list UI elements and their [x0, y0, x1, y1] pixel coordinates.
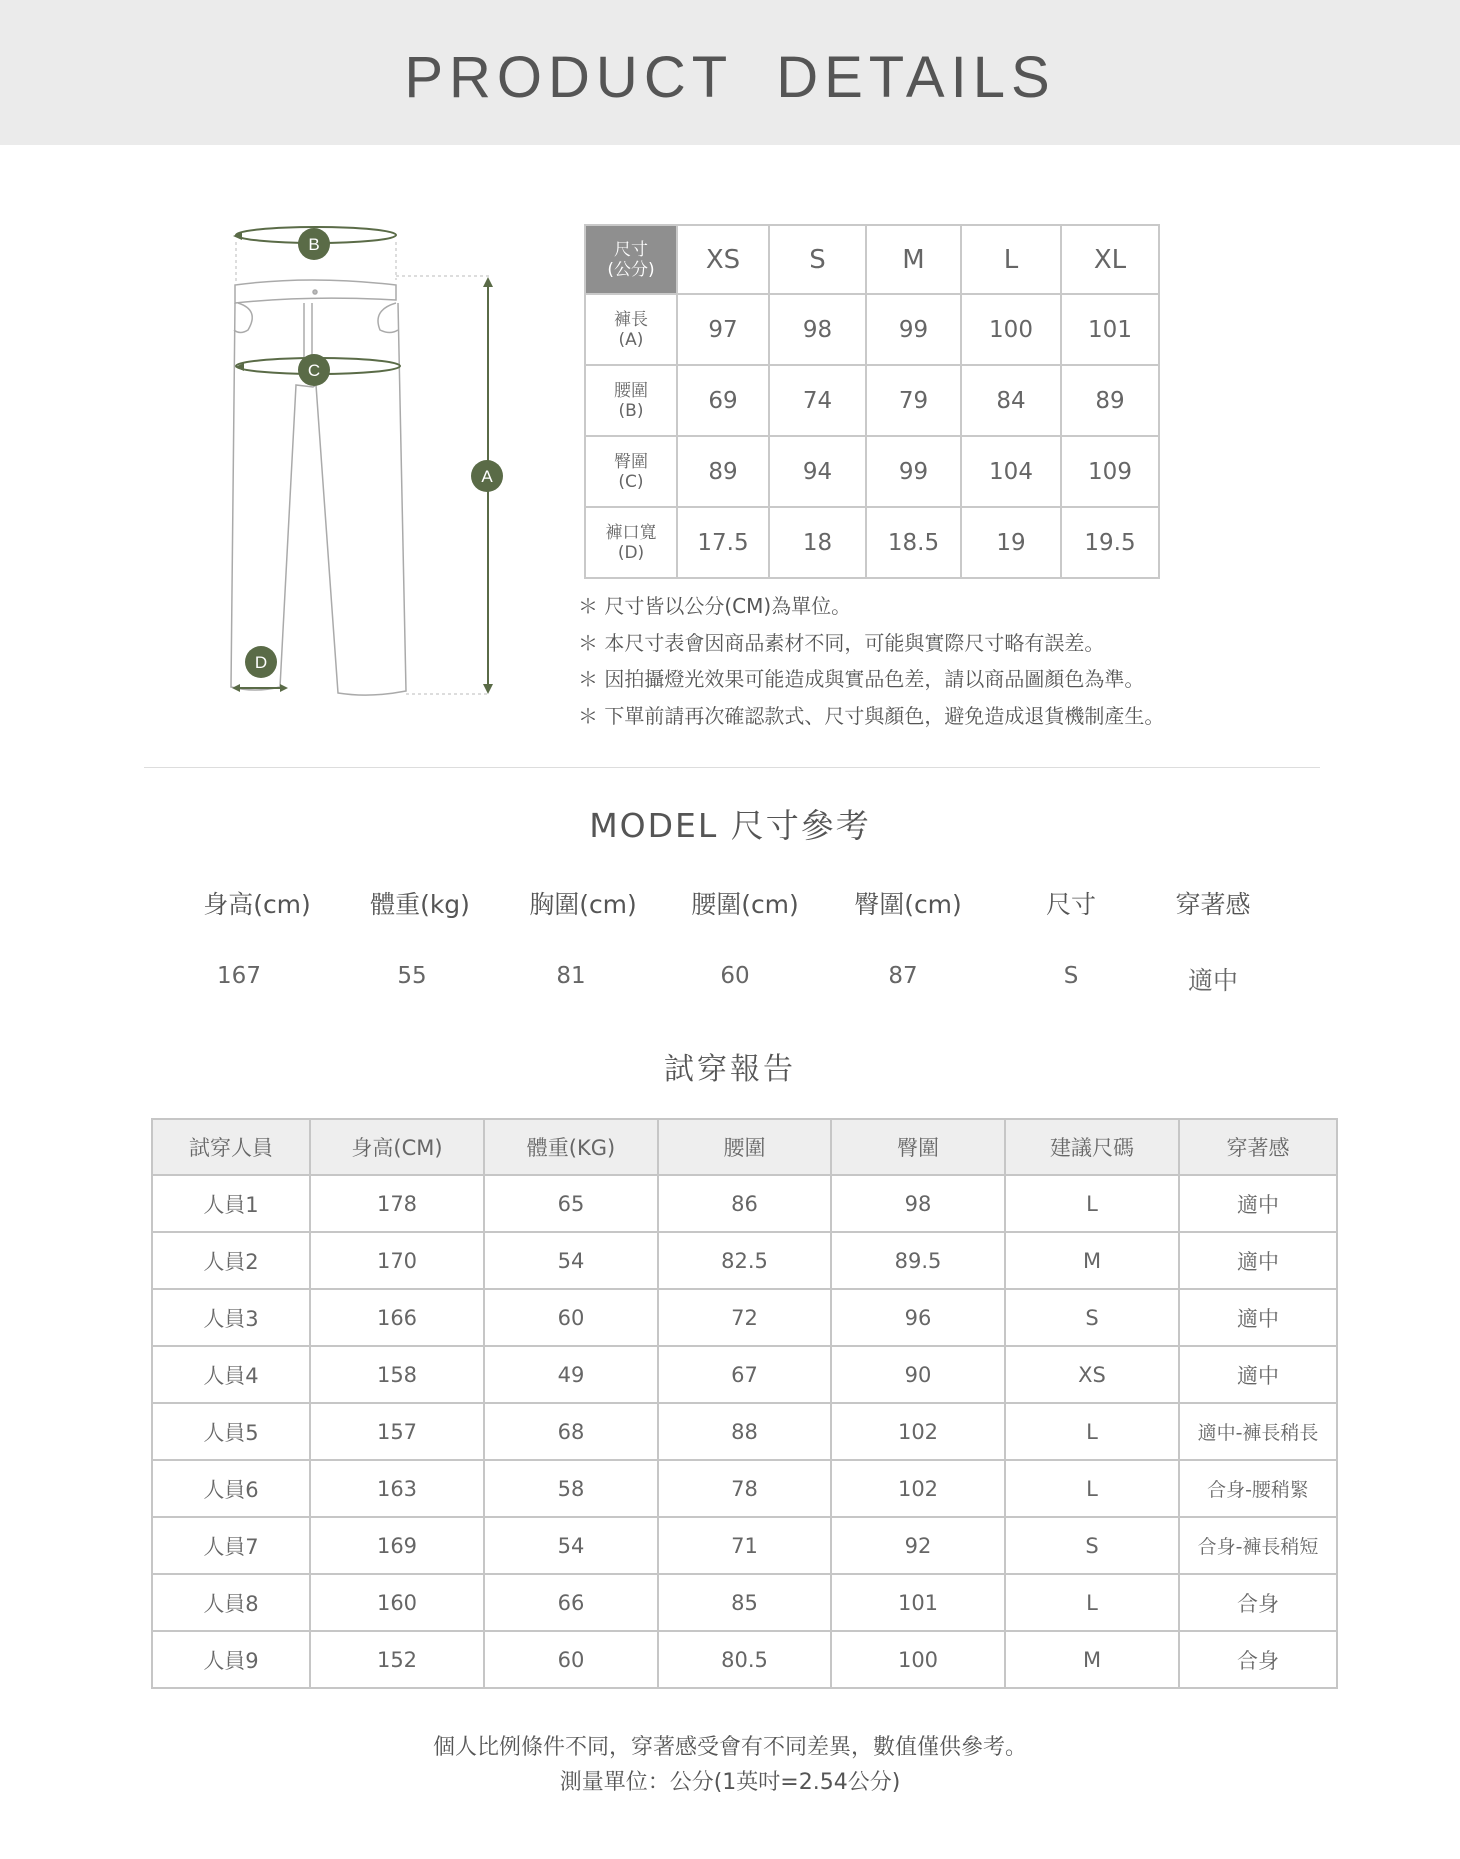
model-header: 胸圍(cm): [529, 890, 637, 919]
model-value: 適中: [1187, 966, 1238, 995]
try-cell: 60: [484, 1631, 658, 1688]
try-cell: 合身-褲長稍短: [1179, 1517, 1337, 1574]
table-row: [152, 1346, 1337, 1403]
try-cell: 人員6: [152, 1460, 310, 1517]
try-cell: M: [1005, 1232, 1179, 1289]
size-cell: 99: [866, 436, 961, 507]
try-cell: XS: [1005, 1346, 1179, 1403]
table-row: [152, 1517, 1337, 1574]
size-cell: 89: [1061, 365, 1159, 436]
label-b-marker: [298, 228, 330, 260]
footer-unit-note: 測量單位：公分(1英吋=2.54公分): [559, 1770, 901, 1795]
size-cell: 69: [677, 365, 769, 436]
try-cell: 人員9: [152, 1631, 310, 1688]
try-cell: S: [1005, 1289, 1179, 1346]
try-cell: 85: [658, 1574, 831, 1631]
try-cell: 適中-褲長稍長: [1179, 1403, 1337, 1460]
try-cell: 86: [658, 1175, 831, 1232]
try-cell: 96: [831, 1289, 1005, 1346]
svg-text:C: C: [307, 361, 321, 380]
svg-text:A: A: [481, 467, 493, 486]
model-section-title: MODEL 尺寸參考: [589, 806, 871, 845]
try-header: 穿著感: [1179, 1119, 1337, 1175]
try-cell: 68: [484, 1403, 658, 1460]
table-row: [152, 1232, 1337, 1289]
try-cell: 60: [484, 1289, 658, 1346]
try-cell: 90: [831, 1346, 1005, 1403]
try-header: 試穿人員: [152, 1119, 310, 1175]
size-cell: 101: [1061, 294, 1159, 365]
try-cell: 67: [658, 1346, 831, 1403]
label-a-marker: [471, 460, 503, 492]
size-row-length: [585, 294, 1159, 365]
try-header: 臀圍: [831, 1119, 1005, 1175]
size-cell: 109: [1061, 436, 1159, 507]
svg-text:B: B: [308, 235, 320, 254]
try-cell: L: [1005, 1574, 1179, 1631]
try-header: 腰圍: [658, 1119, 831, 1175]
model-value: 167: [217, 963, 261, 989]
try-cell: 72: [658, 1289, 831, 1346]
size-col-l: L: [961, 225, 1061, 294]
header-banner: [0, 0, 1460, 145]
model-header: 身高(cm): [203, 890, 311, 919]
try-cell: 152: [310, 1631, 484, 1688]
row-label: 臀圍 (C): [585, 436, 677, 507]
size-cell: 98: [769, 294, 866, 365]
page-title: PRODUCT DETAILS: [404, 45, 1056, 110]
try-cell: 人員7: [152, 1517, 310, 1574]
size-col-s: S: [769, 225, 866, 294]
try-cell: 102: [831, 1460, 1005, 1517]
row-label: 腰圍 (B): [585, 365, 677, 436]
svg-text:D: D: [254, 653, 268, 672]
try-cell: L: [1005, 1175, 1179, 1232]
footer-disclaimer: 個人比例條件不同，穿著感受會有不同差異，數值僅供參考。: [432, 1735, 1027, 1760]
section-divider: [144, 767, 1320, 768]
try-cell: 71: [658, 1517, 831, 1574]
try-cell: 適中: [1179, 1346, 1337, 1403]
try-cell: 98: [831, 1175, 1005, 1232]
size-cell: 84: [961, 365, 1061, 436]
size-cell: 94: [769, 436, 866, 507]
table-row: [152, 1460, 1337, 1517]
size-cell: 19: [961, 507, 1061, 578]
try-cell: 人員1: [152, 1175, 310, 1232]
row-label: 褲長 (A): [585, 294, 677, 365]
try-cell: 54: [484, 1232, 658, 1289]
try-cell: 158: [310, 1346, 484, 1403]
try-cell: 80.5: [658, 1631, 831, 1688]
try-cell: M: [1005, 1631, 1179, 1688]
size-col-m: M: [866, 225, 961, 294]
try-cell: 49: [484, 1346, 658, 1403]
size-cell: 100: [961, 294, 1061, 365]
model-value: 81: [556, 963, 586, 989]
size-cell: 17.5: [677, 507, 769, 578]
try-cell: 89.5: [831, 1232, 1005, 1289]
try-cell: 157: [310, 1403, 484, 1460]
note-item: ＊ 尺寸皆以公分(CM)為單位。: [578, 594, 852, 618]
model-value: S: [1063, 963, 1079, 989]
try-cell: 合身: [1179, 1631, 1337, 1688]
note-item: ＊ 下單前請再次確認款式、尺寸與顏色，避免造成退貨機制產生。: [578, 703, 1165, 728]
pants-diagram: [220, 215, 520, 715]
try-cell: L: [1005, 1460, 1179, 1517]
size-table-corner: 尺寸 (公分): [585, 225, 677, 294]
model-value: 55: [397, 963, 427, 989]
size-row-hem: [585, 507, 1159, 578]
label-c-marker: [298, 354, 330, 386]
try-cell: 163: [310, 1460, 484, 1517]
size-cell: 18: [769, 507, 866, 578]
size-cell: 19.5: [1061, 507, 1159, 578]
try-cell: 適中: [1179, 1175, 1337, 1232]
try-report-title: 試穿報告: [664, 1052, 796, 1087]
model-header: 腰圍(cm): [691, 890, 799, 919]
try-cell: S: [1005, 1517, 1179, 1574]
size-cell: 79: [866, 365, 961, 436]
size-cell: 99: [866, 294, 961, 365]
size-cell: 104: [961, 436, 1061, 507]
size-cell: 18.5: [866, 507, 961, 578]
row-label: 褲口寬 (D): [585, 507, 677, 578]
try-cell: 適中: [1179, 1232, 1337, 1289]
try-header: 身高(CM): [310, 1119, 484, 1175]
label-d-marker: [245, 646, 277, 678]
table-row: [152, 1175, 1337, 1232]
size-cell: 74: [769, 365, 866, 436]
table-row: [152, 1631, 1337, 1688]
try-cell: 適中: [1179, 1289, 1337, 1346]
try-cell: 166: [310, 1289, 484, 1346]
try-cell: 82.5: [658, 1232, 831, 1289]
try-cell: 人員8: [152, 1574, 310, 1631]
try-header: 體重(KG): [484, 1119, 658, 1175]
try-cell: L: [1005, 1403, 1179, 1460]
model-header: 體重(kg): [370, 890, 470, 919]
try-cell: 101: [831, 1574, 1005, 1631]
try-report-table: [151, 1118, 1338, 1689]
model-value: 87: [888, 963, 918, 989]
try-cell: 54: [484, 1517, 658, 1574]
try-cell: 人員4: [152, 1346, 310, 1403]
model-value: 60: [720, 963, 750, 989]
try-header: 建議尺碼: [1005, 1119, 1179, 1175]
try-cell: 78: [658, 1460, 831, 1517]
model-header: 穿著感: [1175, 890, 1251, 919]
size-table: [584, 224, 1160, 579]
try-cell: 66: [484, 1574, 658, 1631]
try-cell: 人員5: [152, 1403, 310, 1460]
try-cell: 58: [484, 1460, 658, 1517]
size-cell: 97: [677, 294, 769, 365]
try-cell: 合身: [1179, 1574, 1337, 1631]
try-cell: 人員2: [152, 1232, 310, 1289]
table-row: [152, 1574, 1337, 1631]
note-item: ＊ 本尺寸表會因商品素材不同，可能與實際尺寸略有誤差。: [578, 630, 1105, 655]
size-notes: [578, 588, 1164, 734]
try-cell: 合身-腰稍緊: [1179, 1460, 1337, 1517]
try-cell: 人員3: [152, 1289, 310, 1346]
try-cell: 160: [310, 1574, 484, 1631]
table-row: [152, 1289, 1337, 1346]
size-cell: 89: [677, 436, 769, 507]
model-header: 臀圍(cm): [854, 890, 962, 919]
size-col-xl: XL: [1061, 225, 1159, 294]
note-item: ＊ 因拍攝燈光效果可能造成與實品色差，請以商品圖顏色為準。: [578, 667, 1145, 691]
try-cell: 88: [658, 1403, 831, 1460]
size-row-hip: [585, 436, 1159, 507]
try-cell: 102: [831, 1403, 1005, 1460]
try-cell: 178: [310, 1175, 484, 1232]
try-cell: 169: [310, 1517, 484, 1574]
table-row: [152, 1403, 1337, 1460]
model-header: 尺寸: [1045, 890, 1096, 919]
try-cell: 92: [831, 1517, 1005, 1574]
size-col-xs: XS: [677, 225, 769, 294]
try-cell: 170: [310, 1232, 484, 1289]
try-cell: 65: [484, 1175, 658, 1232]
size-row-waist: [585, 365, 1159, 436]
try-cell: 100: [831, 1631, 1005, 1688]
